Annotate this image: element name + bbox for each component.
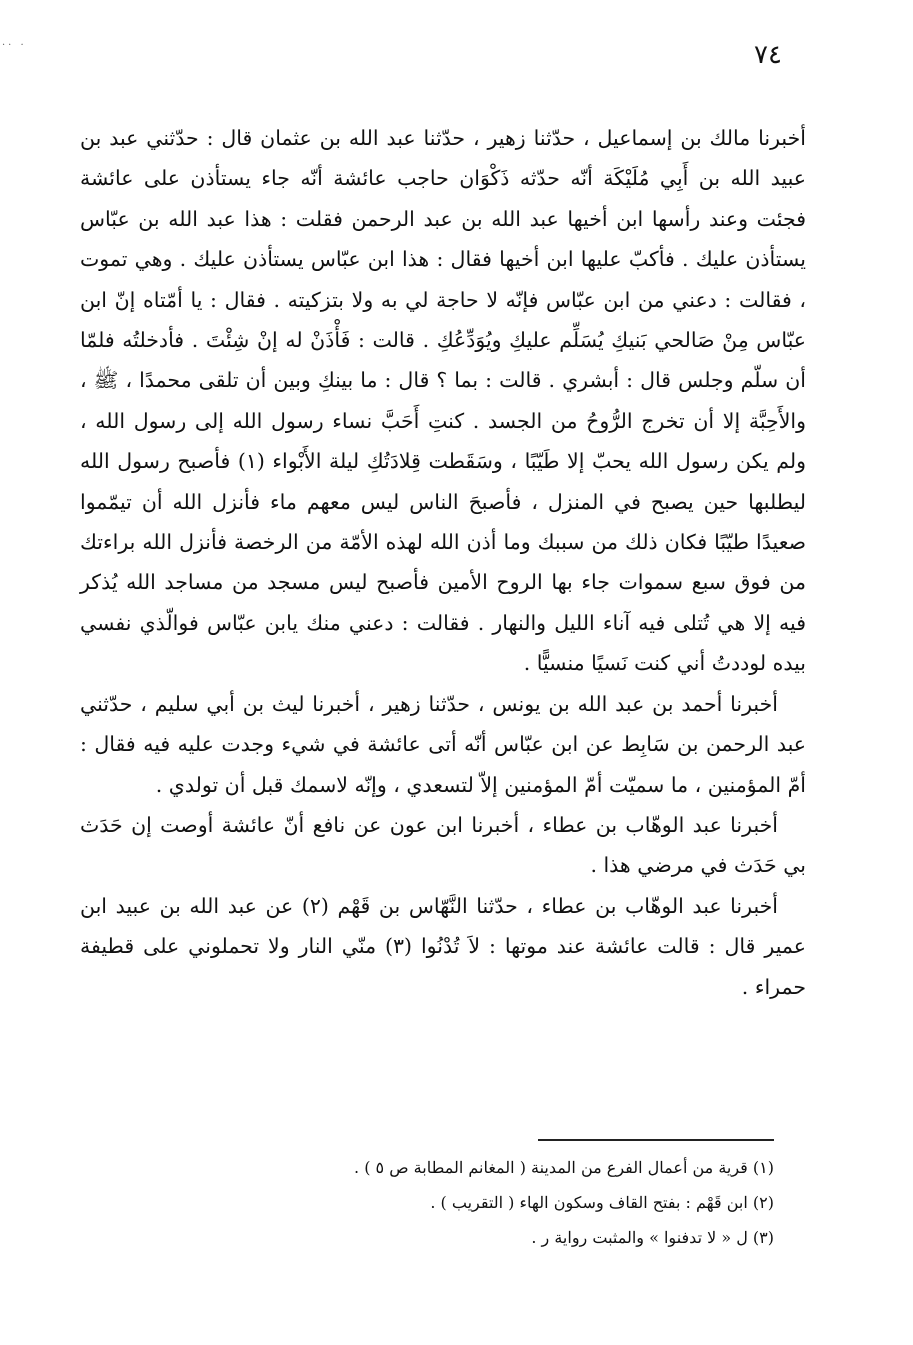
footnote-divider xyxy=(538,1139,774,1141)
footnote: (١) قرية من أعمال الفرع من المدينة ( المغانم المطابة ص ٥ ) . xyxy=(354,1158,774,1177)
paragraph: أخبرنا مالك بن إسماعيل ، حدّثنا زهير ، حدّثنا عبد الله بن عثمان قال : حدّثني عبد بن عبيد الله بن أَبِي مُلَيْكَة أنّه حدّثه ذَكْوَان حاجب عائشة أنّه جاء يستأذن على عائشة فجئت وعند رأسها ابن أخيها عبد الله بن عبد الرحمن فقلت : هذا عبد الله بن عبّاس يستأذن عليك . فأكبّ عليها ابن أخيها فقال : هذا ابن عبّاس يستأذن عليك . وهي تموت ، فقالت : دعني من ابن عبّاس فإنّه لا حاجة لي به ولا بتزكيته . فقال : يا أمّتاه إنّ ابن عبّاس مِنْ صَالحي بَنيكِ يُسَلِّم عليكِ ويُوَدِّعُكِ . قالت : فَأْذَنْ له إنْ شِئْتَ . فأدخلتُه فلمّا أن سلّم وجلس قال : أبشري . قالت : بما ؟ قال : ما بينكِ وبين أن تلقى محمدًا ، ﷺ ، والأَحِبَّة إلا أن تخرج الرُّوحُ من الجسد . كنتِ أَحَبَّ نساء رسول الله إلى رسول الله ، ولم يكن رسول الله يحبّ إلا طَيّبًا ، وسَقَطت قِلادَتُكِ ليلة الأَبْواء (١) فأصبح رسول الله ليطلبها حين يصبح في المنزل ، فأصبحَ الناس ليس معهم ماء فأنزل الله أن تيمّموا صعيدًا طيّبًا فكان ذلك من سببك وما أذن الله لهذه الأمّة من الرخصة فأنزل الله براءتك من فوق سبع سموات جاء بها الروح الأمين فأصبح ليس مسجد من مساجد الله يُذكر فيه إلا هي تُتلى فيه آناء الليل والنهار . فقالت : دعني منك يابن عبّاس فوالّذي نفسي بيده لوددتُ أني كنت نَسيًا منسيًّا . xyxy=(80,126,806,676)
footnotes xyxy=(80,1150,774,1255)
paragraph: أخبرنا عبد الوهّاب بن عطاء ، أخبرنا ابن عون عن نافع أنّ عائشة أوصت إن حَدَث بي حَدَث في مرضي هذا . xyxy=(80,812,806,878)
footnote: (٢) ابن قَهْم : بفتح القاف وسكون الهاء ( التقريب ) . xyxy=(430,1193,774,1212)
paragraph: أخبرنا عبد الوهّاب بن عطاء ، حدّثنا النَّهّاس بن قَهْم (٢) عن عبد الله بن عبيد ابن عمير قال : قالت عائشة عند موتها : لاَ تُدْنُوا (٣) منّي النار ولا تحملوني على قطيفة حمراء . xyxy=(80,893,806,999)
paragraph: أخبرنا أحمد بن عبد الله بن يونس ، حدّثنا زهير ، أخبرنا ليث بن أبي سليم ، حدّثني عبد الرحمن بن سَابِط عن ابن عبّاس أنّه أتى عائشة في شيء وجدت عليه فيه فقال : أمّ المؤمنين ، ما سميّت أمّ المؤمنين إلاّ لتسعدي ، وإنّه لاسمك قبل أن تولدي . xyxy=(80,691,806,797)
footnote: (٣) ل « لا تدفنوا » والمثبت رواية ر . xyxy=(531,1228,774,1247)
main-text xyxy=(80,118,806,1007)
scan-artifact: ·· · xyxy=(2,40,27,51)
page-number: ٧٤ xyxy=(754,40,782,70)
